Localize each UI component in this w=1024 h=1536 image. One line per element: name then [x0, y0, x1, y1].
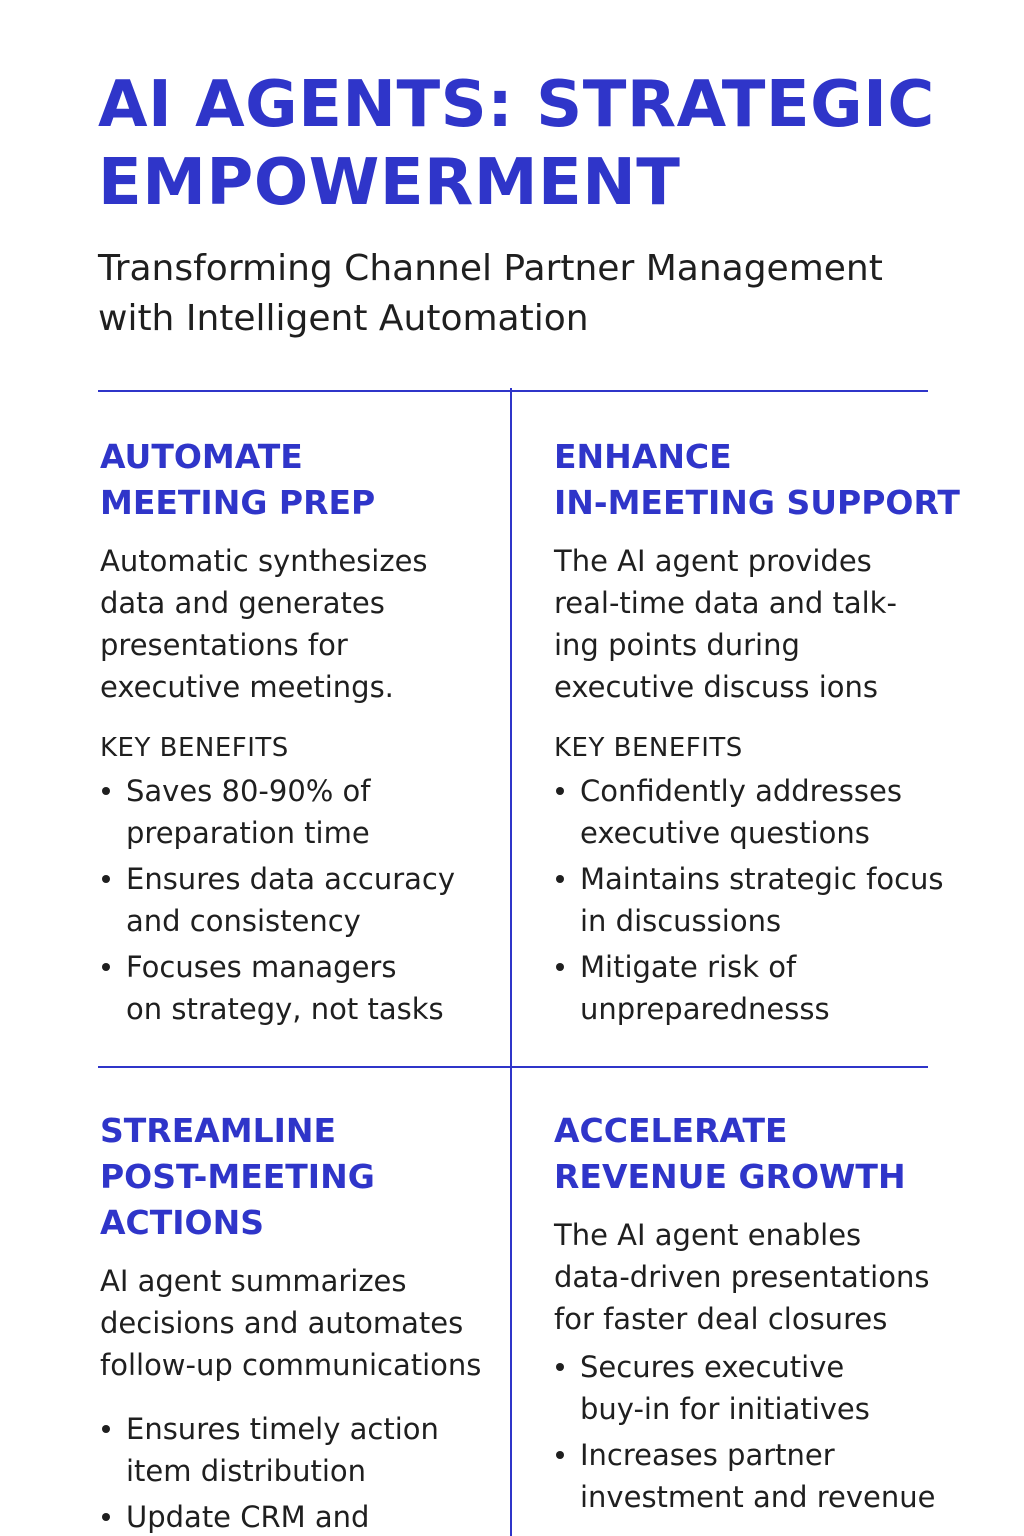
benefit-item: [100, 1408, 510, 1492]
subtitle-line: with Intelligent Automation: [98, 298, 589, 339]
bullet-icon: [102, 1425, 110, 1433]
benefit-line: Mitigate risk of: [580, 950, 797, 984]
benefit-item: [554, 858, 974, 942]
card-description-line: ing points during: [554, 628, 800, 662]
card-description-line: The AI agent provides: [554, 544, 872, 578]
bullet-icon: [102, 963, 110, 971]
benefit-line: Focuses managers: [126, 950, 397, 984]
benefit-line: Ensures data accuracy: [126, 862, 456, 896]
title-line: EMPOWERMENT: [98, 146, 681, 220]
page-subtitle: [98, 244, 978, 344]
card-heading-line: AUTOMATE: [100, 437, 303, 476]
card-streamline-post-meeting-actions: [100, 1108, 510, 1536]
benefits-list: [554, 770, 974, 1030]
card-description-line: AI agent summarizes: [100, 1264, 407, 1298]
card-description-line: data-driven presentations: [554, 1260, 930, 1294]
card-heading-line: ACTIONS: [100, 1203, 264, 1242]
benefit-item: [100, 1496, 510, 1536]
card-description: [100, 540, 510, 708]
card-automate-meeting-prep: [100, 434, 510, 1034]
card-heading-line: MEETING PREP: [100, 483, 376, 522]
benefit-line: Saves 80-90% of: [126, 774, 371, 808]
card-heading-line: ACCELERATE: [554, 1111, 788, 1150]
card-heading: [100, 1108, 510, 1246]
card-description: [554, 1214, 974, 1340]
card-description-line: executive discuss ions: [554, 670, 879, 704]
card-description-line: for faster deal closures: [554, 1302, 888, 1336]
benefit-line: Ensures timely action: [126, 1412, 439, 1446]
benefit-line: Increases partner: [580, 1438, 835, 1472]
card-heading-line: IN-MEETING SUPPORT: [554, 483, 960, 522]
bullet-icon: [102, 787, 110, 795]
card-description-line: The AI agent enables: [554, 1218, 862, 1252]
bullet-icon: [556, 963, 564, 971]
benefit-line: Confidently addresses: [580, 774, 902, 808]
benefit-line: buy-in for initiatives: [580, 1392, 870, 1426]
card-description-line: executive meetings.: [100, 670, 394, 704]
benefit-item: [554, 1434, 974, 1518]
bullet-icon: [102, 875, 110, 883]
card-description-line: follow-up communications: [100, 1348, 482, 1382]
benefit-line: investment and revenue: [580, 1480, 936, 1514]
key-benefits-label: KEY BENEFITS: [554, 733, 743, 763]
bullet-icon: [556, 1363, 564, 1371]
card-description-line: Automatic synthesizes: [100, 544, 428, 578]
card-heading: [554, 434, 974, 526]
benefit-line: and consistency: [126, 904, 361, 938]
benefit-line: preparation time: [126, 816, 370, 850]
title-line: AI AGENTS: STRATEGIC: [98, 68, 935, 142]
subtitle-line: Transforming Channel Partner Management: [98, 248, 883, 289]
benefits-list: [100, 1408, 510, 1536]
benefit-line: on strategy, not tasks: [126, 992, 444, 1026]
card-description-line: data and generates: [100, 586, 385, 620]
card-heading-line: POST-MEETING: [100, 1157, 375, 1196]
benefit-item: [554, 946, 974, 1030]
benefits-list: [554, 1346, 974, 1518]
bullet-icon: [556, 787, 564, 795]
card-description-line: real-time data and talk-: [554, 586, 897, 620]
bullet-icon: [556, 1451, 564, 1459]
benefit-line: Secures executive: [580, 1350, 845, 1384]
card-description-line: presentations for: [100, 628, 348, 662]
card-description: [100, 1260, 510, 1386]
bullet-icon: [102, 1513, 110, 1521]
card-heading-line: ENHANCE: [554, 437, 732, 476]
benefit-line: unpreparednesss: [580, 992, 830, 1026]
benefits-list: [100, 770, 510, 1030]
key-benefits-label: KEY BENEFITS: [100, 733, 289, 763]
benefit-item: [100, 770, 510, 854]
benefit-line: item distribution: [126, 1454, 367, 1488]
card-heading-line: REVENUE GROWTH: [554, 1157, 906, 1196]
card-accelerate-revenue-growth: [554, 1108, 974, 1522]
card-description-line: decisions and automates: [100, 1306, 464, 1340]
benefit-line: in discussions: [580, 904, 782, 938]
benefit-item: [100, 858, 510, 942]
card-enhance-in-meeting-support: [554, 434, 974, 1034]
benefit-line: executive questions: [580, 816, 870, 850]
benefit-line: Maintains strategic focus: [580, 862, 944, 896]
vertical-divider: [510, 388, 512, 1536]
top-divider: [98, 390, 928, 392]
benefit-item: [554, 1346, 974, 1430]
benefit-item: [100, 946, 510, 1030]
card-description: [554, 540, 974, 708]
benefit-item: [554, 770, 974, 854]
card-heading: [554, 1108, 974, 1200]
card-heading: [100, 434, 510, 526]
card-heading-line: STREAMLINE: [100, 1111, 337, 1150]
page-title: [98, 66, 978, 222]
benefit-line: Update CRM and: [126, 1500, 370, 1534]
middle-divider: [98, 1066, 928, 1068]
bullet-icon: [556, 875, 564, 883]
